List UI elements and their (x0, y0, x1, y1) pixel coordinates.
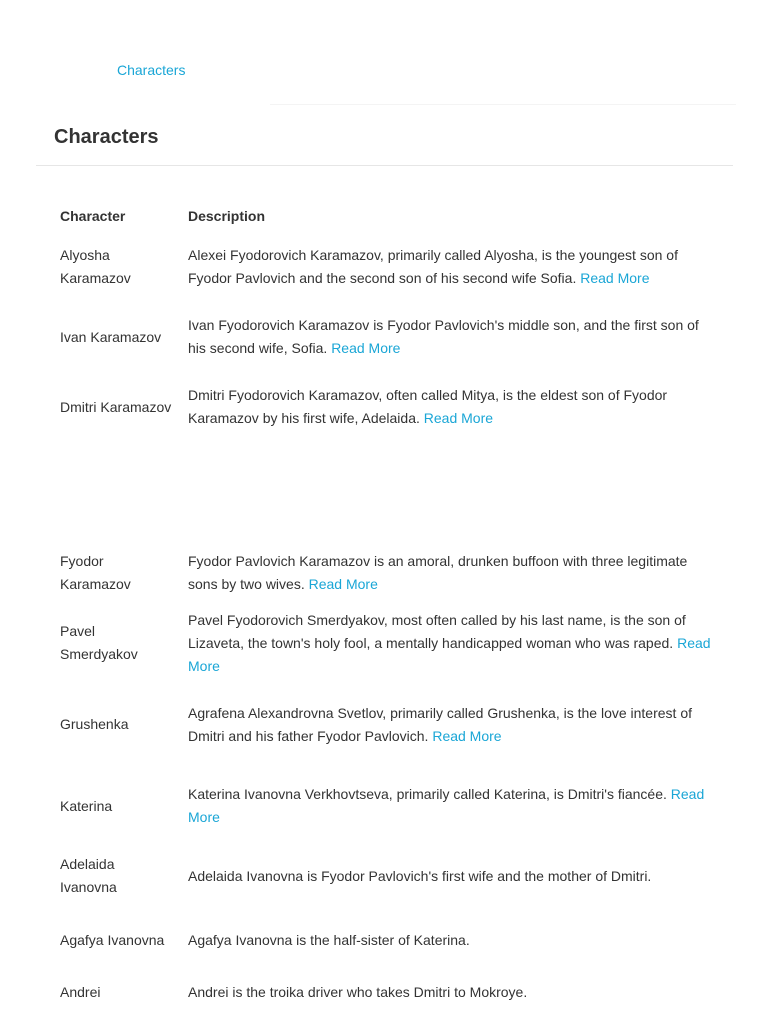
page-title: Characters (54, 126, 159, 148)
character-description-cell (176, 911, 728, 969)
breadcrumb-divider (270, 104, 736, 105)
column-header-description: Description (188, 208, 266, 224)
characters-table (48, 200, 728, 1015)
character-description: Pavel Fyodorovich Smerdyakov, most often called by his last name, is the son of Lizaveta, the town's holy fool, a mentally handicapped woman who was raped. (188, 611, 686, 651)
table-row (48, 678, 728, 771)
character-description-cell (176, 771, 728, 841)
table-row (48, 911, 728, 969)
character-description-cell (176, 608, 728, 678)
character-description-cell (176, 969, 728, 1015)
read-more-link[interactable]: Read More (331, 340, 401, 356)
character-name: Agafya Ivanovna (60, 931, 165, 948)
character-description: Dmitri Fyodorovich Karamazov, often called Mitya, is the eldest son of Fyodor Karamazov by his first wife, Adelaida. (188, 387, 668, 426)
read-more-link[interactable]: Read More (423, 410, 494, 426)
character-description: Agafya Ivanovna is the half-sister of Katerina. (188, 931, 470, 948)
character-description-cell (176, 302, 728, 372)
character-description: Andrei is the troika driver who takes Dmitri to Mokroye. (188, 983, 528, 1000)
read-more-link[interactable]: Read More (432, 727, 502, 744)
table-row (48, 771, 728, 841)
title-divider (36, 165, 733, 166)
table-row (48, 302, 728, 372)
character-name: Katerina (60, 797, 113, 814)
read-more-link[interactable]: Read More (188, 786, 705, 825)
character-name: Dmitri Karamazov (60, 398, 172, 415)
table-body (48, 232, 728, 1015)
character-description-cell (176, 232, 728, 302)
character-description: Fyodor Pavlovich Karamazov is an amoral, drunken buffoon with three legitimate sons by two wives. (188, 553, 688, 592)
read-more-link[interactable]: Read More (580, 270, 650, 286)
table-row (48, 442, 728, 608)
character-description: Adelaida Ivanovna is Fyodor Pavlovich's first wife and the mother of Dmitri. (188, 867, 652, 884)
character-name: Alyosha Karamazov (60, 247, 131, 286)
character-description-cell (176, 372, 728, 442)
character-description-cell (176, 442, 728, 608)
character-description-cell (176, 678, 728, 771)
table-row (48, 608, 728, 678)
table-row (48, 841, 728, 911)
table-row (48, 969, 728, 1015)
read-more-link[interactable]: Read More (308, 576, 378, 592)
table-row (48, 372, 728, 442)
breadcrumb-link-characters[interactable]: Characters (117, 62, 186, 78)
character-name: Andrei (60, 983, 101, 1000)
character-name: Grushenka (60, 716, 129, 732)
character-name: Pavel Smerdyakov (60, 623, 138, 662)
character-name: Ivan Karamazov (60, 328, 162, 345)
character-description: Ivan Fyodorovich Karamazov is Fyodor Pavlovich's middle son, and the first son of his second wife, Sofia. (188, 317, 699, 356)
read-more-link[interactable]: Read More (188, 634, 711, 674)
table-header-row (48, 200, 728, 232)
character-name: Adelaida Ivanovna (60, 856, 117, 895)
column-header-character: Character (60, 208, 126, 224)
character-description: Katerina Ivanovna Verkhovtseva, primarily called Katerina, is Dmitri's fiancée. (188, 786, 667, 802)
character-name: Fyodor Karamazov (60, 553, 131, 592)
table-row (48, 232, 728, 302)
character-description: Agrafena Alexandrovna Svetlov, primarily called Grushenka, is the love interest of Dmitri and his father Fyodor Pavlovich. (188, 704, 692, 744)
character-description: Alexei Fyodorovich Karamazov, primarily called Alyosha, is the youngest son of Fyodor Pavlovich and the second son of his second wife Sofia. (188, 247, 678, 286)
character-description-cell (176, 841, 728, 911)
